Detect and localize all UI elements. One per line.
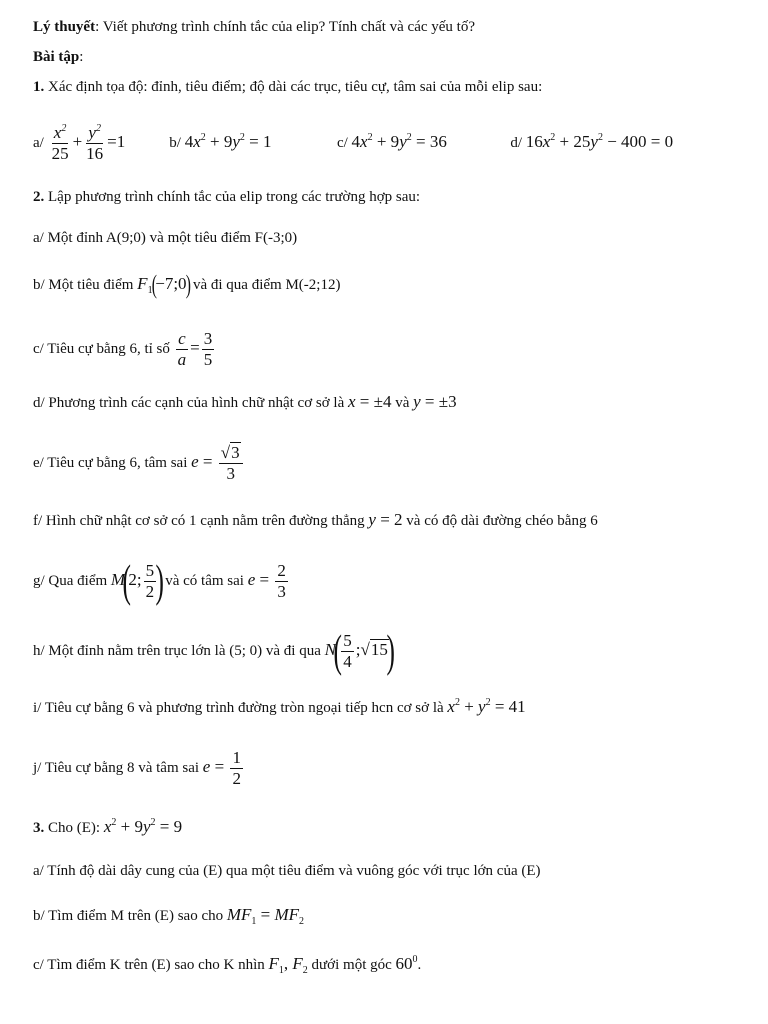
q3-c-foci: $F_1$, $F_2$ [268, 954, 308, 976]
q2-b-focus: $F_1(-7;0)$ [137, 270, 191, 299]
q2-f-line: y = 2 [368, 510, 403, 529]
q2-g: g/ Qua điểm M(2; $\frac{5}{2}$ ) và có tâm sai e = $\frac{2}{3}$ [33, 558, 290, 603]
q2-text: Lập phương trình chính tắc của elip trong các trường hợp sau: [44, 189, 421, 205]
q2-d-x-eq: x = ±4 [347, 392, 392, 411]
q2-g-point: M(2; $\frac{5}{2}$ ) [110, 555, 165, 607]
q2-e-eccentricity: e = $\frac{√3}{3}$ [191, 452, 244, 471]
q2-d-y-eq: y = ±3 [413, 392, 457, 411]
q2-prompt [33, 188, 420, 206]
theory-label: Lý thuyết [33, 19, 96, 35]
q2-i: i/ Tiêu cự bằng 6 và phương trình đường tròn ngoại tiếp hcn cơ sở là $x^2 + y^2 = 41$ [33, 697, 526, 716]
q1-a-equation: $\frac{x^2}{25}$ + $\frac{y^2}{16}$ =1 [51, 122, 130, 163]
q1-text: Xác định tọa độ: đỉnh, tiêu điểm; độ dài các trục, tiêu cự, tâm sai của mỗi elip sau: [44, 79, 543, 95]
q2-h: h/ Một đỉnh nằm trên trục lớn là (5; 0) và đi qua N( $\frac{5}{4}$ ;√15) [33, 625, 395, 677]
q3-number: 3. [33, 820, 45, 836]
q3-prompt: 3. Cho (E): $x^2 + 9y^2 = 9$ [33, 817, 183, 836]
q3-c: c/ Tìm điểm K trên (E) sao cho K nhìn $F_1$, $F_2$ dưới một góc $60^0$. [33, 954, 422, 976]
theory-text: : Viết phương trình chính tắc của elip? Tính chất và các yếu tố? [95, 19, 475, 35]
q1-number: 1. [33, 79, 45, 95]
q1-b-label: b/ [169, 135, 181, 151]
exercise-label: Bài tập [33, 49, 80, 65]
q2-e: e/ Tiêu cự bằng 6, tâm sai e = $\frac{√3}{3}$ [33, 440, 245, 485]
q1-b-equation: $4x^2 + 9y^2 = 1$ [184, 132, 272, 151]
q2-number: 2. [33, 189, 45, 205]
q2-i-circle: $x^2 + y^2 = 41$ [447, 697, 526, 716]
q1-a-label: a/ [33, 135, 44, 151]
q2-a: a/ Một đỉnh A(9;0) và một tiêu điểm F(-3;0) [33, 230, 298, 246]
q2-f: f/ Hình chữ nhật cơ sở có 1 cạnh nằm trên đường thẳng y = 2 và có độ dài đường chéo bằng 6 [33, 510, 598, 529]
q1-c-label: c/ [336, 135, 348, 151]
q2-c: c/ Tiêu cự bằng 6, tỉ số $\frac{c}{a}$ = $\frac{3}{5}$ [33, 326, 216, 371]
q2-c-ratio: $\frac{c}{a}$ = $\frac{3}{5}$ [177, 328, 213, 369]
q2-d: d/ Phương trình các cạnh của hình chữ nhật cơ sở là x = ±4 và y = ±3 [33, 392, 457, 411]
q2-h-point: N( $\frac{5}{4}$ ;√15) [324, 625, 395, 677]
q3-equation: $x^2 + 9y^2 = 9$ [103, 817, 183, 836]
q3-b: b/ Tìm điểm M trên (E) sao cho $MF_1 = MF_2$ [33, 905, 305, 927]
theory-line [33, 18, 475, 36]
q2-j: j/ Tiêu cự bằng 8 và tâm sai e = $\frac{1}{2}$ [33, 745, 245, 790]
exercise-heading: Bài tập: [33, 49, 84, 65]
q1-prompt [33, 78, 542, 96]
q1-d-label: d/ [510, 135, 522, 151]
q2-g-eccentricity: e = $\frac{2}{3}$ [247, 560, 286, 601]
q3-c-angle: $60^0$ [395, 954, 418, 973]
q1-c-equation: $4x^2 + 9y^2 = 36$ [351, 132, 447, 151]
q2-b: b/ Một tiêu điểm $F_1(-7;0)$ và đi qua điểm M(-2;12) [33, 270, 341, 299]
q3-b-condition: $MF_1 = MF_2$ [226, 905, 305, 927]
q3-a: a/ Tính độ dài dây cung của (E) qua một tiêu điểm và vuông góc với trục lớn của (E) [33, 863, 541, 879]
q2-j-eccentricity: e = $\frac{1}{2}$ [202, 747, 241, 788]
q1-d-equation: $16x^2 + 25y^2 - 400 = 0$ [525, 132, 674, 151]
q1-equations [33, 120, 673, 165]
